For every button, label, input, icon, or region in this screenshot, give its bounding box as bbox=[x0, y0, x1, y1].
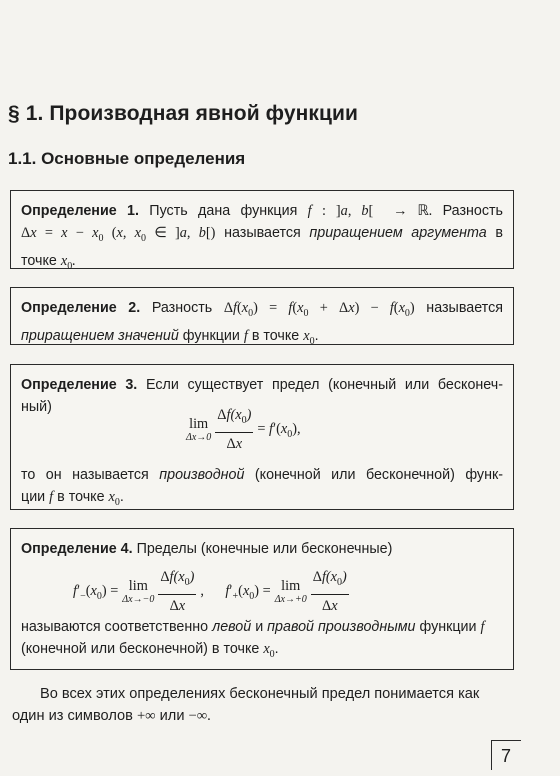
definition-2-text: называется bbox=[426, 300, 503, 316]
definition-3-text: ный) bbox=[21, 399, 52, 415]
definition-3-heading: Определение 3. bbox=[21, 377, 138, 393]
definition-4-term-right: правой производными bbox=[267, 619, 416, 635]
definition-1-heading: Определение 1. bbox=[21, 203, 139, 219]
definition-3-box bbox=[10, 364, 514, 510]
closing-text: один из символов bbox=[12, 708, 133, 724]
definition-2-heading: Определение 2. bbox=[21, 300, 141, 316]
definition-3-text: в точке bbox=[57, 489, 105, 505]
definition-4-line-1 bbox=[21, 538, 503, 560]
definition-2-text: в точке bbox=[251, 327, 300, 344]
definition-4-line-2 bbox=[21, 616, 503, 638]
formula: : ]a, b[ → ℝ. bbox=[322, 203, 433, 219]
definition-1-line-3 bbox=[21, 250, 503, 278]
definition-1-box bbox=[10, 190, 514, 272]
definition-3-text: ции bbox=[21, 489, 46, 505]
closing-text: или bbox=[159, 708, 185, 724]
definition-4-heading: Определение 4. bbox=[21, 541, 133, 557]
definition-1-text: Пусть дана функция bbox=[149, 203, 298, 219]
closing-line-2 bbox=[12, 705, 514, 727]
formula: $\Delta f(x_0) = f(x_0 + \Delta x) - f(x_0)$ bbox=[223, 300, 415, 319]
formula: −∞. bbox=[188, 708, 211, 724]
definition-4-text: и bbox=[255, 619, 264, 635]
subsection-title: 1.1. Основные определения bbox=[8, 149, 246, 168]
definition-4-formula bbox=[21, 560, 503, 616]
definition-2-term: приращением значений bbox=[21, 327, 179, 344]
definition-1-term: приращением аргумента bbox=[309, 225, 487, 241]
definition-1-text: в bbox=[495, 225, 503, 241]
definition-3-text: Если существует предел (конечный или бесконеч- bbox=[145, 377, 503, 393]
formula: f bbox=[49, 489, 54, 505]
definition-4-text: (конечной или бесконечной) в точке bbox=[21, 641, 260, 657]
formula: $x_0$. bbox=[60, 252, 76, 272]
definition-1-line-2 bbox=[21, 222, 503, 250]
formula: lim Δx→0 $\frac{\Delta f(x_0)}{\Delta x}$ = $f'(x_0)$, bbox=[186, 404, 301, 455]
definition-4-term-left: левой bbox=[212, 619, 252, 635]
definition-4-text: функции bbox=[419, 619, 477, 635]
definition-3-line-1 bbox=[21, 374, 503, 396]
closing-paragraph bbox=[12, 683, 514, 727]
formula: f bbox=[243, 327, 248, 344]
formula: $x_0$ bbox=[303, 327, 315, 347]
definition-4-line-3: (конечной или бесконечной) в точке $x_0$. bbox=[21, 641, 279, 660]
definition-2-box bbox=[10, 287, 514, 345]
formula: +∞ bbox=[136, 708, 156, 724]
section-title: § 1. Производная явной функции bbox=[8, 102, 359, 125]
formula: f bbox=[307, 203, 312, 219]
definition-3-text: то он называется bbox=[21, 467, 149, 483]
closing-line-1: Во всех этих определениях бесконечный предел понимается как bbox=[40, 686, 480, 702]
definition-3-line-4: ции f в точке $x_0$. bbox=[21, 489, 124, 508]
definition-2-line-1 bbox=[21, 297, 503, 325]
definition-1-text: Разность bbox=[442, 203, 504, 219]
definition-4-text: Пределы (конечные или бесконечные) bbox=[136, 541, 393, 557]
formula: $x_0$ bbox=[108, 489, 120, 508]
page-number: 7 bbox=[491, 740, 521, 770]
formula: $\Delta x = x - x_0$ (x, $x_0$ ∈ ]a, b[) bbox=[21, 225, 216, 244]
definition-4-box bbox=[10, 528, 514, 670]
definition-3-text: (конечной или бесконечной) функ- bbox=[254, 467, 503, 483]
definition-2-text: Разность bbox=[151, 300, 213, 316]
definition-2-line-2: приращением значений функции f в точке $x_0$. bbox=[21, 327, 319, 347]
formula: $f'_-(x_0)$ = lim Δx→−0 $\frac{\Delta f(x_0)}{\Delta x}$ , $f'_+(x_0)$ = lim Δx→+0 $\frac{\Delta f(x_0)}{\Delta x}$ bbox=[73, 566, 349, 617]
definition-1-line-1 bbox=[21, 200, 503, 222]
formula: $x_0$ bbox=[263, 641, 275, 660]
definition-1-text: точке bbox=[21, 252, 57, 269]
formula: f bbox=[480, 619, 485, 635]
definition-3-term: производной bbox=[159, 467, 245, 483]
definition-4-text: называются соответственно bbox=[21, 619, 209, 635]
definition-1-text: называется bbox=[224, 225, 301, 241]
definition-2-text: функции bbox=[182, 327, 240, 344]
